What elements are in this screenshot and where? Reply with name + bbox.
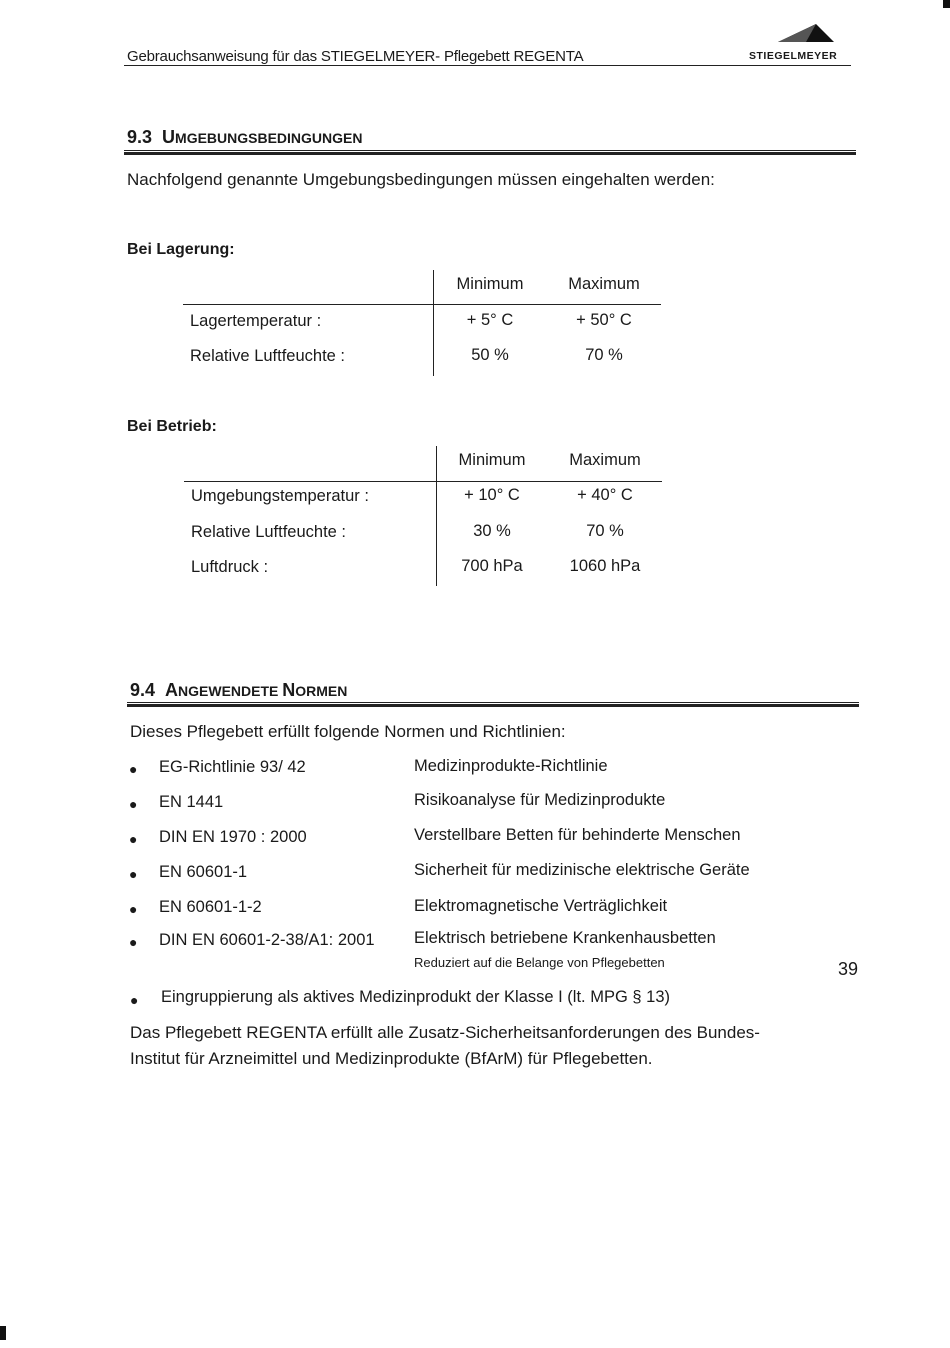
section-93-title: 9.3 UMGEBUNGSBEDINGUNGEN [127,127,363,147]
storage-col-max: Maximum [568,275,640,293]
bullet-icon: ● [129,934,138,950]
bullet-icon: ● [129,866,138,882]
section-94-rule [127,702,859,703]
norm-code: DIN EN 1970 : 2000 [159,828,307,846]
section-94-rule-thick [127,704,859,707]
storage-row-min: + 5° C [466,311,514,329]
section-94-title: 9.4 ANGEWENDETE NORMEN [130,680,348,700]
page-number: 39 [838,959,859,979]
stiegelmeyer-logo-icon [776,20,836,44]
bullet-icon: ● [129,796,138,812]
norm-code: EN 60601-1-2 [159,898,262,916]
operation-row-label: Relative Luftfeuchte : [191,523,347,541]
norm-description: Elektromagnetische Verträglichkeit [414,897,668,915]
section-93-intro: Nachfolgend genannte Umgebungsbedingungen müssen eingehalten werden: [127,170,715,189]
running-header: Gebrauchsanweisung für das STIEGELMEYER- Pflegebett REGENTA [127,48,584,65]
operation-table-vline [436,446,437,586]
norm-description: Risikoanalyse für Medizinprodukte [414,791,666,809]
header-rule [124,65,851,66]
storage-table-vline [433,270,434,376]
operation-col-min: Minimum [458,451,526,469]
norm-code: EN 1441 [159,793,224,811]
storage-row-min: 50 % [471,346,509,364]
operation-row-min: 30 % [473,522,511,540]
closing-paragraph-line1: Das Pflegebett REGENTA erfüllt alle Zusatz-Sicherheitsanforderungen des Bundes- [130,1023,760,1042]
closing-paragraph-line2: Institut für Arzneimittel und Medizinprodukte (BfArM) für Pflegebetten. [130,1049,653,1068]
norm-description: Sicherheit für medizinische elektrische Geräte [414,861,750,879]
operation-row-min: 700 hPa [461,557,523,575]
bullet-icon: ● [129,901,138,917]
storage-row-max: 70 % [585,346,623,364]
bullet-icon: ● [129,761,138,777]
operation-col-max: Maximum [569,451,641,469]
storage-table-hline [183,304,661,305]
classification-text: Eingruppierung als aktives Medizinprodukt der Klasse I (lt. MPG § 13) [161,988,670,1006]
storage-row-label: Relative Luftfeuchte : [190,347,346,365]
norm-code: DIN EN 60601-2-38/A1: 2001 [159,931,375,949]
norm-code: EG-Richtlinie 93/ 42 [159,758,306,776]
scan-mark-bottom-left [0,1326,6,1340]
storage-col-min: Minimum [456,275,524,293]
logo-wordmark: STIEGELMEYER [749,50,838,62]
storage-heading: Bei Lagerung: [127,241,235,258]
storage-row-max: + 50° C [576,311,632,329]
norm-description: Medizinprodukte-Richtlinie [414,757,608,775]
norm-code: EN 60601-1 [159,863,248,881]
operation-row-label: Luftdruck : [191,558,269,576]
operation-table-hline [184,481,662,482]
norm-description: Elektrisch betriebene Krankenhausbetten [414,929,716,947]
scan-mark-top-right [943,0,950,8]
bullet-icon: ● [130,992,139,1008]
operation-row-max: 70 % [586,522,624,540]
bullet-icon: ● [129,831,138,847]
section-93-rule-thick [124,152,856,155]
operation-row-label: Umgebungstemperatur : [191,487,369,505]
section-93-rule [124,150,856,151]
norm-note: Reduziert auf die Belange von Pflegebetten [414,955,665,970]
operation-row-max: + 40° C [577,486,633,504]
norm-description: Verstellbare Betten für behinderte Menschen [414,826,741,844]
storage-row-label: Lagertemperatur : [190,312,322,330]
operation-heading: Bei Betrieb: [127,418,217,435]
operation-row-min: + 10° C [464,486,520,504]
section-94-intro: Dieses Pflegebett erfüllt folgende Normen und Richtlinien: [130,722,566,741]
operation-row-max: 1060 hPa [569,557,641,575]
